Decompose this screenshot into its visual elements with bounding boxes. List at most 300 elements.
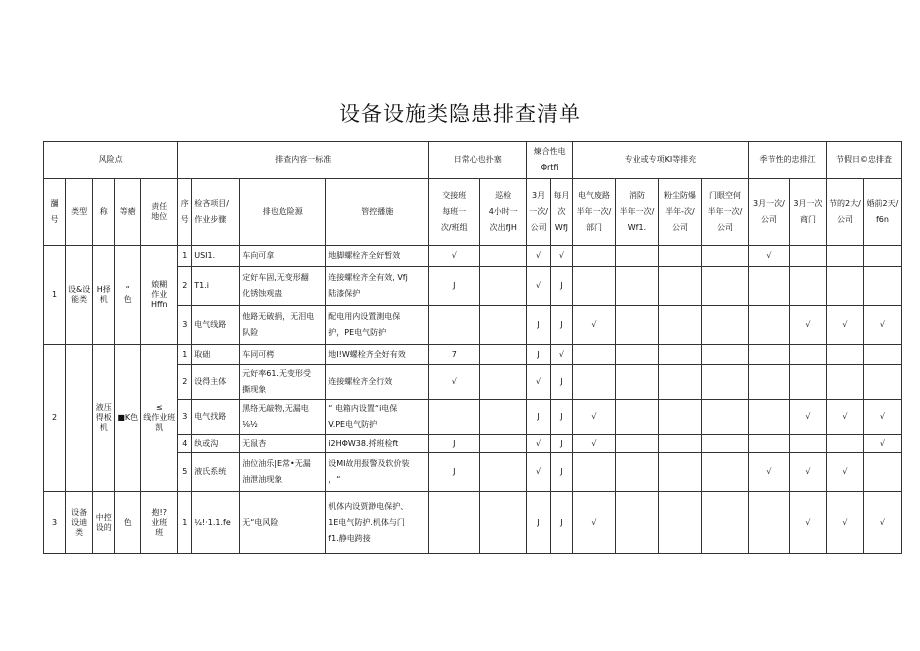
group-unit (141, 345, 178, 492)
group-type-text: 设迪 (71, 517, 88, 527)
check-electric-route-text: √ (591, 517, 597, 527)
row-hazard-text: 黑络无敲物,无漏电 (242, 404, 309, 413)
row-control-text: 机体内设贾渺电保护、 (328, 501, 409, 511)
row-seq (178, 435, 192, 453)
check-fire (615, 345, 658, 365)
check-holiday2 (863, 306, 901, 345)
row-control (326, 267, 429, 306)
col-dust-text: 粉尘防爆 (663, 191, 696, 200)
check-monthly-text: J (537, 349, 540, 359)
check-electric-route (572, 345, 615, 365)
check-season2 (789, 345, 826, 365)
col-no-text: 号 (50, 215, 59, 224)
check-dust (658, 453, 701, 492)
check-holiday2 (863, 492, 901, 554)
table-row (44, 246, 902, 267)
check-season2 (789, 400, 826, 435)
row-seq (178, 492, 192, 554)
row-seq-text: 3 (182, 412, 188, 421)
check-patrol (480, 400, 527, 435)
check-handover (429, 246, 480, 267)
check-fire-exit (701, 345, 748, 365)
check-fire (615, 453, 658, 492)
row-item (192, 492, 240, 554)
col-no (44, 179, 66, 246)
check-patrol (480, 453, 527, 492)
row-seq-text: 1 (182, 251, 188, 260)
check-fire-exit (701, 492, 748, 554)
check-electric-route (572, 435, 615, 453)
row-hazard-text: 撕现象 (242, 385, 267, 394)
check-comp-monthly-text: J (560, 438, 563, 448)
check-dust (658, 246, 701, 267)
group-unit-text: 业班 (151, 517, 168, 527)
check-monthly (527, 306, 551, 345)
check-electric-route (572, 492, 615, 554)
row-seq-text: 1 (182, 349, 188, 359)
check-comp-monthly-text: J (560, 320, 563, 329)
row-item (192, 435, 240, 453)
check-electric-route (572, 306, 615, 345)
col-hazard (240, 179, 326, 246)
col-handover-text: 交接班 (442, 191, 467, 200)
header-comprehensive-text: Φrtfi (540, 163, 559, 172)
check-holiday1-text: √ (842, 467, 848, 476)
header-group-row (44, 142, 902, 179)
header-check-content-text: 排查内容一标准 (275, 155, 332, 164)
check-patrol (480, 267, 527, 306)
col-fire-exit-text: 公司 (716, 223, 733, 232)
row-hazard-text: 油位油乐|E常•无漏 (242, 459, 311, 468)
col-electric-route-text: 电气废路 (577, 191, 610, 200)
row-hazard (240, 453, 326, 492)
check-patrol (480, 306, 527, 345)
check-holiday1 (826, 400, 863, 435)
check-holiday2-text: √ (879, 320, 885, 329)
check-holiday2 (863, 267, 901, 306)
group-grade-text: 色 (123, 517, 132, 527)
row-control (326, 246, 429, 267)
group-unit-text: 凯 (155, 423, 164, 432)
header-risk-point (44, 142, 178, 179)
check-fire-exit (701, 453, 748, 492)
header-seasonal (748, 142, 826, 179)
check-electric-route-text: √ (591, 320, 597, 329)
check-monthly-text: J (537, 412, 540, 421)
col-item-text: 检吝项目/ (194, 199, 229, 208)
col-holiday2 (863, 179, 901, 246)
check-comp-monthly-text: J (560, 412, 563, 421)
check-fire-exit (701, 435, 748, 453)
check-holiday1-text: √ (842, 320, 848, 329)
col-electric-route-text: 部门 (585, 223, 602, 232)
col-monthly-text: 公司 (530, 223, 547, 232)
check-monthly-text: J (537, 517, 540, 527)
check-fire-exit (701, 400, 748, 435)
row-control-text: i2HΦW38.捋班检ft (328, 438, 399, 448)
group-grade (115, 246, 141, 345)
check-handover-text: J (453, 467, 456, 476)
check-handover (429, 435, 480, 453)
check-fire (615, 492, 658, 554)
group-name (93, 345, 115, 492)
check-patrol (480, 492, 527, 554)
check-comp-monthly (550, 453, 572, 492)
row-hazard (240, 492, 326, 554)
header-daily (429, 142, 527, 179)
check-holiday1 (826, 435, 863, 453)
col-patrol (480, 179, 527, 246)
row-item-text: 纨或沟 (194, 438, 219, 448)
check-season1-text: √ (766, 251, 772, 260)
check-holiday1 (826, 345, 863, 365)
col-fire (615, 179, 658, 246)
col-item-text: 作业步骤 (194, 215, 227, 224)
group-type (66, 492, 93, 554)
col-comp-monthly-text: 每月 (553, 191, 570, 200)
col-season2-text: 3月一次 (793, 199, 823, 208)
col-patrol-text: 次出fJH (489, 223, 517, 232)
col-comp-monthly (550, 179, 572, 246)
row-control (326, 400, 429, 435)
row-item-text: 取础 (194, 349, 211, 359)
group-name-text: 得板 (95, 413, 112, 422)
header-professional-text: 专业或专项KI等排充 (624, 155, 697, 164)
header-holiday (826, 142, 901, 179)
group-no (44, 345, 66, 492)
col-seq-text: 号 (180, 215, 189, 224)
check-dust (658, 492, 701, 554)
check-handover (429, 365, 480, 400)
col-season1 (748, 179, 789, 246)
group-type (66, 345, 93, 492)
row-hazard-text: 油泄油现象 (242, 475, 283, 484)
check-holiday1 (826, 492, 863, 554)
check-holiday2 (863, 435, 901, 453)
check-holiday2 (863, 365, 901, 400)
col-item (192, 179, 240, 246)
col-monthly-text: 3月 (532, 191, 546, 200)
row-hazard-text: 他路无破捐，无泪电 (242, 312, 315, 321)
row-seq-text: 5 (182, 467, 188, 476)
check-season2 (789, 306, 826, 345)
group-grade (115, 345, 141, 492)
check-season2 (789, 365, 826, 400)
check-dust (658, 267, 701, 306)
check-handover (429, 306, 480, 345)
col-fire-exit-text: 门眼空何 (708, 191, 741, 200)
check-electric-route (572, 453, 615, 492)
row-hazard-text: ⅛½ (242, 420, 258, 429)
check-fire (615, 435, 658, 453)
check-monthly-text: √ (536, 377, 542, 386)
group-name-text: 中控 (95, 512, 112, 522)
row-control-text: 地脚螺栓齐全好暂效 (328, 251, 401, 260)
row-hazard (240, 246, 326, 267)
row-control-text: 设MI故用报警及软价装 (328, 459, 410, 468)
col-fire-exit-text: 半年一次/ (707, 207, 743, 216)
check-holiday2 (863, 453, 901, 492)
check-monthly (527, 400, 551, 435)
row-item-text: 设得主体 (194, 377, 227, 386)
row-hazard-text: 无“电风险 (242, 517, 279, 527)
group-grade (115, 492, 141, 554)
check-fire (615, 400, 658, 435)
check-electric-route (572, 267, 615, 306)
check-holiday2 (863, 400, 901, 435)
row-control-text: 连接螺栓齐全行效 (328, 377, 393, 386)
group-grade-text: ■K色 (117, 413, 139, 422)
check-handover (429, 453, 480, 492)
col-seq (178, 179, 192, 246)
col-grade (115, 179, 141, 246)
check-season1 (748, 246, 789, 267)
check-comp-monthly (550, 400, 572, 435)
col-dust-text: 半年-次/ (665, 207, 695, 216)
check-comp-monthly (550, 492, 572, 554)
check-season1 (748, 400, 789, 435)
table-row (44, 492, 902, 554)
row-control-text: 陆漆保护 (328, 289, 361, 298)
row-seq (178, 345, 192, 365)
row-item (192, 365, 240, 400)
check-holiday2 (863, 246, 901, 267)
check-season2 (789, 267, 826, 306)
check-electric-route-text: √ (591, 438, 597, 448)
check-season1 (748, 435, 789, 453)
row-hazard-text: 无鼠杏 (242, 438, 267, 448)
check-fire (615, 267, 658, 306)
row-control-text: “ 电箱内设置“i电保 (328, 404, 398, 413)
col-handover (429, 179, 480, 246)
row-seq-text: 2 (182, 281, 188, 290)
col-holiday2-text: f6n (875, 215, 889, 224)
row-item-text: T1.i (194, 281, 209, 290)
check-season1 (748, 453, 789, 492)
check-comp-monthly (550, 306, 572, 345)
col-season2-text: 商门 (799, 215, 816, 224)
check-fire-exit (701, 365, 748, 400)
group-name-text: 机 (99, 295, 108, 304)
check-monthly-text: J (537, 320, 540, 329)
check-comp-monthly-text: J (560, 517, 563, 527)
row-item (192, 400, 240, 435)
group-no (44, 246, 66, 345)
header-comprehensive-text: 煉合性电 (533, 147, 566, 156)
col-electric-route (572, 179, 615, 246)
group-no-text: 3 (51, 517, 58, 527)
check-dust (658, 400, 701, 435)
row-hazard-text: 队险 (242, 328, 259, 337)
col-control-text: 管控播施 (361, 207, 394, 216)
check-handover-text: 7 (451, 349, 457, 359)
row-item-text: 电气找路 (194, 412, 227, 421)
check-handover-text: √ (451, 377, 457, 386)
check-holiday1 (826, 267, 863, 306)
check-electric-route-text: √ (591, 412, 597, 421)
group-unit-text: 娘糊 (151, 280, 168, 289)
group-type-text: 类 (75, 527, 84, 537)
row-control (326, 306, 429, 345)
col-type (66, 179, 93, 246)
check-fire-exit (701, 246, 748, 267)
row-hazard (240, 267, 326, 306)
group-unit (141, 246, 178, 345)
row-control (326, 492, 429, 554)
group-type-text: 设&设 (68, 285, 91, 294)
check-monthly (527, 453, 551, 492)
check-fire-exit (701, 306, 748, 345)
row-control-text: 护，PE电气防护 (328, 328, 387, 337)
check-season1 (748, 267, 789, 306)
row-hazard-text: 定好车固,无变形翻 (242, 273, 309, 282)
group-grade-text: “ (125, 285, 130, 294)
row-hazard (240, 345, 326, 365)
check-handover-text: J (453, 281, 456, 290)
check-holiday2-text: √ (879, 438, 885, 448)
group-grade-text: 色 (123, 295, 132, 304)
row-item-text: USI1. (194, 251, 216, 260)
col-holiday1-text: 节的2大/ (829, 199, 861, 208)
col-season1-text: 公司 (760, 215, 777, 224)
col-fire-text: Wf1. (627, 223, 647, 232)
row-seq-text: 1 (182, 517, 188, 527)
check-monthly-text: √ (536, 281, 542, 290)
check-holiday1-text: √ (842, 412, 848, 421)
check-holiday1 (826, 453, 863, 492)
col-hazard-text: 排也危险源 (262, 207, 303, 216)
check-comp-monthly-text: √ (558, 251, 564, 260)
check-holiday2-text: √ (879, 412, 885, 421)
row-hazard-text: 元好率61.无变形受 (242, 369, 311, 378)
check-season2 (789, 453, 826, 492)
col-holiday1 (826, 179, 863, 246)
check-comp-monthly-text: J (560, 467, 563, 476)
col-holiday2-text: 婚前2天/ (866, 199, 899, 208)
check-season1 (748, 492, 789, 554)
col-handover-text: 次/班组 (440, 223, 468, 232)
check-season2-text: √ (805, 517, 811, 527)
check-holiday1 (826, 306, 863, 345)
check-monthly (527, 435, 551, 453)
col-fire-text: 消防 (628, 191, 645, 200)
row-seq (178, 453, 192, 492)
check-holiday1-text: √ (842, 517, 848, 527)
group-unit-text: 班 (155, 527, 164, 537)
check-comp-monthly (550, 267, 572, 306)
check-comp-monthly-text: J (560, 377, 563, 386)
row-seq (178, 246, 192, 267)
col-monthly (527, 179, 551, 246)
col-no-text: 瀰 (50, 199, 59, 208)
check-season2-text: √ (805, 412, 811, 421)
check-patrol (480, 246, 527, 267)
row-hazard-text: 车同可栲 (242, 349, 275, 359)
row-item-text: 液氏系统 (194, 467, 227, 476)
check-season1 (748, 345, 789, 365)
header-column-row (44, 179, 902, 246)
check-fire-exit (701, 267, 748, 306)
row-seq (178, 267, 192, 306)
check-season2 (789, 246, 826, 267)
row-hazard (240, 306, 326, 345)
check-monthly-text: √ (536, 467, 542, 476)
check-holiday1 (826, 365, 863, 400)
check-handover-text: √ (451, 251, 457, 260)
check-fire (615, 306, 658, 345)
check-season2-text: √ (805, 320, 811, 329)
row-item-text: ¼!·1.1.fe (194, 517, 231, 527)
table-row (44, 345, 902, 365)
check-fire (615, 365, 658, 400)
check-handover (429, 400, 480, 435)
check-monthly-text: √ (536, 251, 542, 260)
group-type (66, 246, 93, 345)
group-name-text: H择 (96, 285, 111, 294)
col-unit-text: 责任 (151, 202, 168, 211)
check-monthly (527, 365, 551, 400)
col-control (326, 179, 429, 246)
col-holiday1-text: 公司 (836, 215, 853, 224)
col-patrol-text: 4小时一 (488, 207, 518, 216)
group-no-text: 1 (51, 290, 58, 299)
row-seq-text: 2 (182, 377, 188, 386)
col-unit (141, 179, 178, 246)
row-item (192, 345, 240, 365)
check-holiday1 (826, 246, 863, 267)
col-seq-text: 序 (180, 199, 189, 208)
check-season2-text: √ (805, 467, 811, 476)
check-comp-monthly (550, 246, 572, 267)
row-hazard (240, 435, 326, 453)
col-name (93, 179, 115, 246)
check-handover (429, 267, 480, 306)
row-control-text: f1.静电跨接 (328, 533, 371, 543)
row-control-text: 连接螺栓齐全有效, Vfj (328, 273, 408, 282)
col-comp-monthly-text: WfJ (554, 223, 568, 232)
row-control (326, 365, 429, 400)
row-hazard-text: 化锈蚀观蛊 (242, 289, 283, 298)
row-hazard (240, 365, 326, 400)
check-monthly (527, 345, 551, 365)
check-season1 (748, 365, 789, 400)
check-handover-text: J (453, 438, 456, 448)
row-seq (178, 400, 192, 435)
row-seq-text: 3 (182, 320, 188, 329)
col-monthly-text: 一次/ (529, 207, 548, 216)
group-name-text: 机 (99, 423, 108, 432)
col-type-text: 类型 (71, 207, 88, 216)
check-comp-monthly-text: √ (558, 349, 564, 359)
row-control-text: 配电用内设置測电保 (328, 312, 401, 321)
col-handover-text: 每班一 (442, 207, 467, 216)
group-unit-text: ≤ (155, 403, 163, 412)
page-title: 设备设施类隐患排查清单 (339, 102, 581, 126)
row-seq-text: 4 (182, 438, 188, 448)
check-comp-monthly-text: J (560, 281, 563, 290)
check-electric-route (572, 246, 615, 267)
check-electric-route (572, 400, 615, 435)
check-comp-monthly (550, 345, 572, 365)
check-season2 (789, 435, 826, 453)
check-season1 (748, 306, 789, 345)
group-unit-text: 作业 (151, 290, 168, 299)
row-item (192, 306, 240, 345)
row-hazard-text: 车向可拿 (242, 251, 275, 260)
col-grade-text: 等瘡 (119, 207, 136, 216)
row-item (192, 246, 240, 267)
check-season1-text: √ (766, 467, 772, 476)
